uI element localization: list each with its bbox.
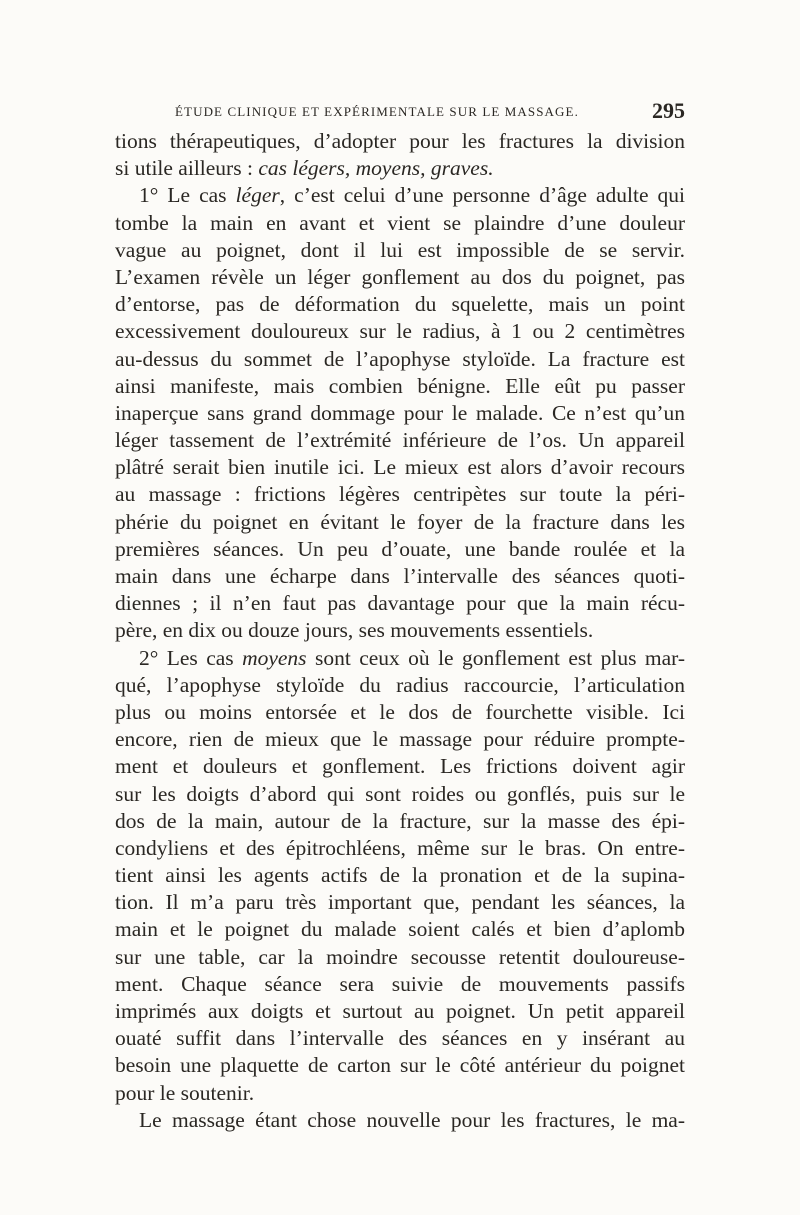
text-line: tombe la main en avant et vient se plaindre d’une douleur xyxy=(115,210,685,235)
text-line: besoin une plaquette de carton sur le côté antérieur du poignet xyxy=(115,1053,685,1078)
text-line: 2° Les cas moyens sont ceux où le gonflement est plus mar- xyxy=(139,645,685,670)
text-line: sur une table, car la moindre secousse retentit douloureuse- xyxy=(115,944,685,969)
text-line: ouaté suffit dans l’intervalle des séances en y insérant au xyxy=(115,1026,685,1051)
text-line: inaperçue sans grand dommage pour le malade. Ce n’est qu’un xyxy=(115,400,685,425)
text-line: léger tassement de l’extrémité inférieure de l’os. Un appareil xyxy=(115,428,685,453)
paragraph xyxy=(115,645,685,1107)
text-line: si utile ailleurs : cas légers, moyens, graves. xyxy=(115,156,494,181)
text-line: plâtré serait bien inutile ici. Le mieux est alors d’avoir recours xyxy=(115,455,685,480)
text-line: tient ainsi les agents actifs de la pronation et de la supina- xyxy=(115,863,685,888)
text-line: qué, l’apophyse styloïde du radius raccourcie, l’articulation xyxy=(115,672,685,697)
text-line: condyliens et des épitrochléens, même sur le bras. On entre- xyxy=(115,835,685,860)
text-line: dos de la main, autour de la fracture, sur la masse des épi- xyxy=(115,808,685,833)
paragraph xyxy=(115,128,685,182)
running-title: ÉTUDE CLINIQUE ET EXPÉRIMENTALE SUR LE MASSAGE. xyxy=(175,104,579,119)
text-line: imprimés aux doigts et surtout au poignet. Un petit appareil xyxy=(115,999,685,1023)
page-number: 295 xyxy=(652,98,685,123)
text-line: phérie du poignet en évitant le foyer de la fracture dans les xyxy=(115,509,685,534)
text-line: d’entorse, pas de déformation du squelette, mais un point xyxy=(115,292,685,317)
text-line: père, en dix ou douze jours, ses mouvements essentiels. xyxy=(115,618,594,643)
text-line: ment. Chaque séance sera suivie de mouvements passifs xyxy=(115,971,685,996)
text-line: au massage : frictions légères centripètes sur toute la péri- xyxy=(115,482,685,507)
text-line: excessivement douloureux sur le radius, à 1 ou 2 centimètres xyxy=(115,319,685,344)
text-line: 1° Le cas léger, c’est celui d’une personne d’âge adulte qui xyxy=(139,183,685,208)
text-line: au-dessus du sommet de l’apophyse styloïde. La fracture est xyxy=(115,346,685,371)
text-line: main et le poignet du malade soient calés et bien d’aplomb xyxy=(115,917,685,942)
text-line: pour le soutenir. xyxy=(115,1080,255,1105)
text-line: ment et douleurs et gonflement. Les frictions doivent agir xyxy=(115,754,685,779)
text-line: L’examen révèle un léger gonflement au dos du poignet, pas xyxy=(115,264,685,289)
body-text xyxy=(115,128,685,1134)
page-header xyxy=(115,98,685,128)
text-line: ainsi manifeste, mais combien bénigne. Elle eût pu passer xyxy=(115,373,685,398)
text-line: sur les doigts d’abord qui sont roides ou gonflés, puis sur le xyxy=(115,781,685,806)
text-line: main dans une écharpe dans l’intervalle des séances quoti- xyxy=(115,564,685,588)
text-line: diennes ; il n’en faut pas davantage pour que la main récu- xyxy=(115,591,685,616)
text-line: tion. Il m’a paru très important que, pendant les séances, la xyxy=(115,890,685,915)
paragraph xyxy=(115,182,685,644)
text-line: plus ou moins entorsée et le dos de fourchette visible. Ici xyxy=(115,699,685,724)
text-line: tions thérapeutiques, d’adopter pour les fractures la division xyxy=(115,129,685,153)
text-line: vague au poignet, dont il lui est impossible de se servir. xyxy=(115,237,685,262)
text-line: Le massage étant chose nouvelle pour les fractures, le ma- xyxy=(139,1107,685,1132)
text-line: premières séances. Un peu d’ouate, une bande roulée et la xyxy=(115,536,685,561)
text-line: encore, rien de mieux que le massage pour réduire prompte- xyxy=(115,727,685,752)
paragraph xyxy=(115,1107,685,1134)
